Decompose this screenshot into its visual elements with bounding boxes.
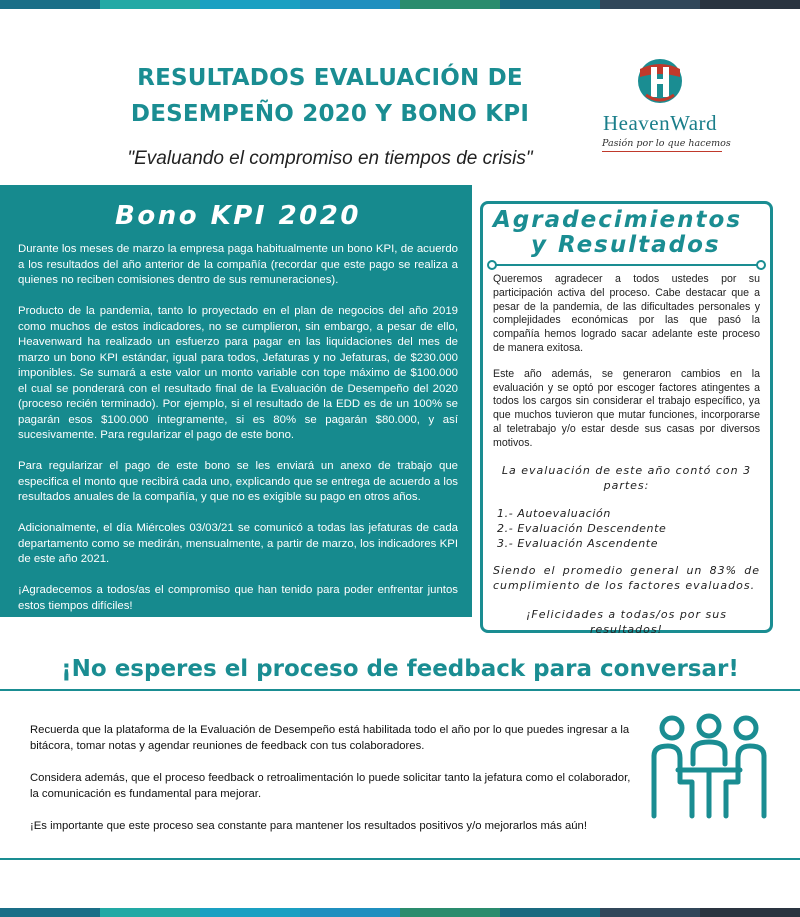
agradecimientos-paragraph: Este año además, se generaron cambios en la evaluación y se optó por escoger factores atingentes a todos los cargos sin considerar el trabajo específico, ya que muchos tuvieron que mutar funciones, incorporarse al teletrabajo y/o estar desde sus casas por diversos motivos.: [493, 367, 760, 449]
list-item: 3.- Evaluación Ascendente: [497, 536, 659, 550]
list-item: 1.- Autoevaluación: [497, 506, 611, 520]
evaluation-parts-list: [497, 506, 760, 551]
feedback-body: [30, 722, 640, 850]
average-summary: Siendo el promedio general un 83% de cumplimiento de los factores evaluados.: [493, 563, 760, 592]
feedback-divider-bottom: [0, 858, 800, 860]
bono-paragraph: Producto de la pandemia, tanto lo proyectado en el plan de negocios del año 2019 como muchos de estos indicadores, no se cumplieron, sin embargo, a pesar de ello, Heavenward ha realizado un esfuerzo para pagar en las liquidaciones del mes de marzo un bono KPI estándar, igual para todos, Jefaturas y no Jefaturas, de $230.000 imponibles. Se sumará a este valor un monto variable con tope máximo de $100.000 el cual se ponderará con el resultado final de la Evaluación de Desempeño del 2020 (proceso recién terminado). Por ejemplo, si el resultado de la EDD es de un 100% se pagarán esos $100.000 íntegramente, si es 80% se pagarán $80.000, y así sucesivamente. Para regularizar el pago de este bono.: [18, 305, 458, 441]
bono-paragraph: Durante los meses de marzo la empresa paga habitualmente un bono KPI, de acuerdo a los resultados del año anterior de la compañía (recordar que este pago se realiza a quienes no reciben comisiones dentro de sus remuneraciones).: [18, 243, 458, 286]
heavenward-logo: [580, 55, 740, 155]
congrats-message: ¡Felicidades a todas/os por sus resultados!: [526, 607, 727, 636]
logo-underline: [602, 151, 722, 152]
heading-divider: [487, 259, 766, 271]
agradecimientos-heading-line1: Agradecimientos: [493, 207, 743, 233]
evaluation-intro: La evaluación de este año contó con 3 partes:: [501, 463, 752, 492]
agradecimientos-heading: [493, 208, 760, 258]
feedback-paragraph: Recuerda que la plataforma de la Evaluación de Desempeño está habilitada todo el año por lo que puedes ingresar a la bitácora, tomar notas y agendar reuniones de feedback con tus colaboradores.: [30, 724, 630, 752]
feedback-title: ¡No esperes el proceso de feedback para conversar!: [61, 656, 739, 682]
agradecimientos-box: [480, 201, 773, 636]
logo-wordmark: HeavenWard: [602, 111, 718, 135]
bottom-color-stripe: [0, 908, 800, 917]
bono-kpi-heading: Bono KPI 2020: [115, 201, 361, 231]
page-title: RESULTADOS EVALUACIÓN DE DESEMPEÑO 2020 Y BONO KPI: [130, 65, 530, 127]
bono-paragraph: ¡Agradecemos a todos/as el compromiso que han tenido para poder enfrentar juntos estos tiempos difíciles!: [18, 584, 458, 612]
feedback-divider-top: [0, 689, 800, 691]
meeting-people-icon: [648, 712, 770, 824]
top-color-stripe: [0, 0, 800, 9]
feedback-paragraph: Considera además, que el proceso feedback o retroalimentación lo puede solicitar tanto la jefatura como el colaborador, la comunicación es fundamental para mejorar.: [30, 772, 631, 800]
agradecimientos-paragraph: Queremos agradecer a todos ustedes por su participación activa del proceso. Cabe destacar que a pesar de la pandemia, de las dificultades personales y complejidades económicas por las que pasó la compañía hemos logrado sacar adelante este proceso de manera exitosa.: [493, 273, 760, 354]
list-item: 2.- Evaluación Descendente: [497, 521, 667, 535]
bono-paragraph: Adicionalmente, el día Miércoles 03/03/21 se comunicó a todas las jefaturas de cada departamento como se medirán, mensualmente, a partir de marzo, los indicadores KPI de este año 2021.: [18, 522, 458, 565]
bono-kpi-panel: [0, 185, 472, 617]
page-subtitle: "Evaluando el compromiso en tiempos de crisis": [127, 148, 533, 169]
logo-tagline: Pasión por lo que hacemos: [602, 138, 731, 149]
feedback-paragraph: ¡Es importante que este proceso sea constante para mantener los resultados positivos y/o mejorarlos más aún!: [30, 820, 587, 832]
bono-paragraph: Para regularizar el pago de este bono se les enviará un anexo de trabajo que especifica el monto que recibirá cada uno, explicando que se entrega de acuerdo a los resultados anuales de la compañía, y que no es exigible su pago en otros años.: [18, 460, 458, 503]
agradecimientos-heading-line2: y Resultados: [531, 232, 721, 258]
heavenward-h-logo-icon: [580, 55, 740, 111]
